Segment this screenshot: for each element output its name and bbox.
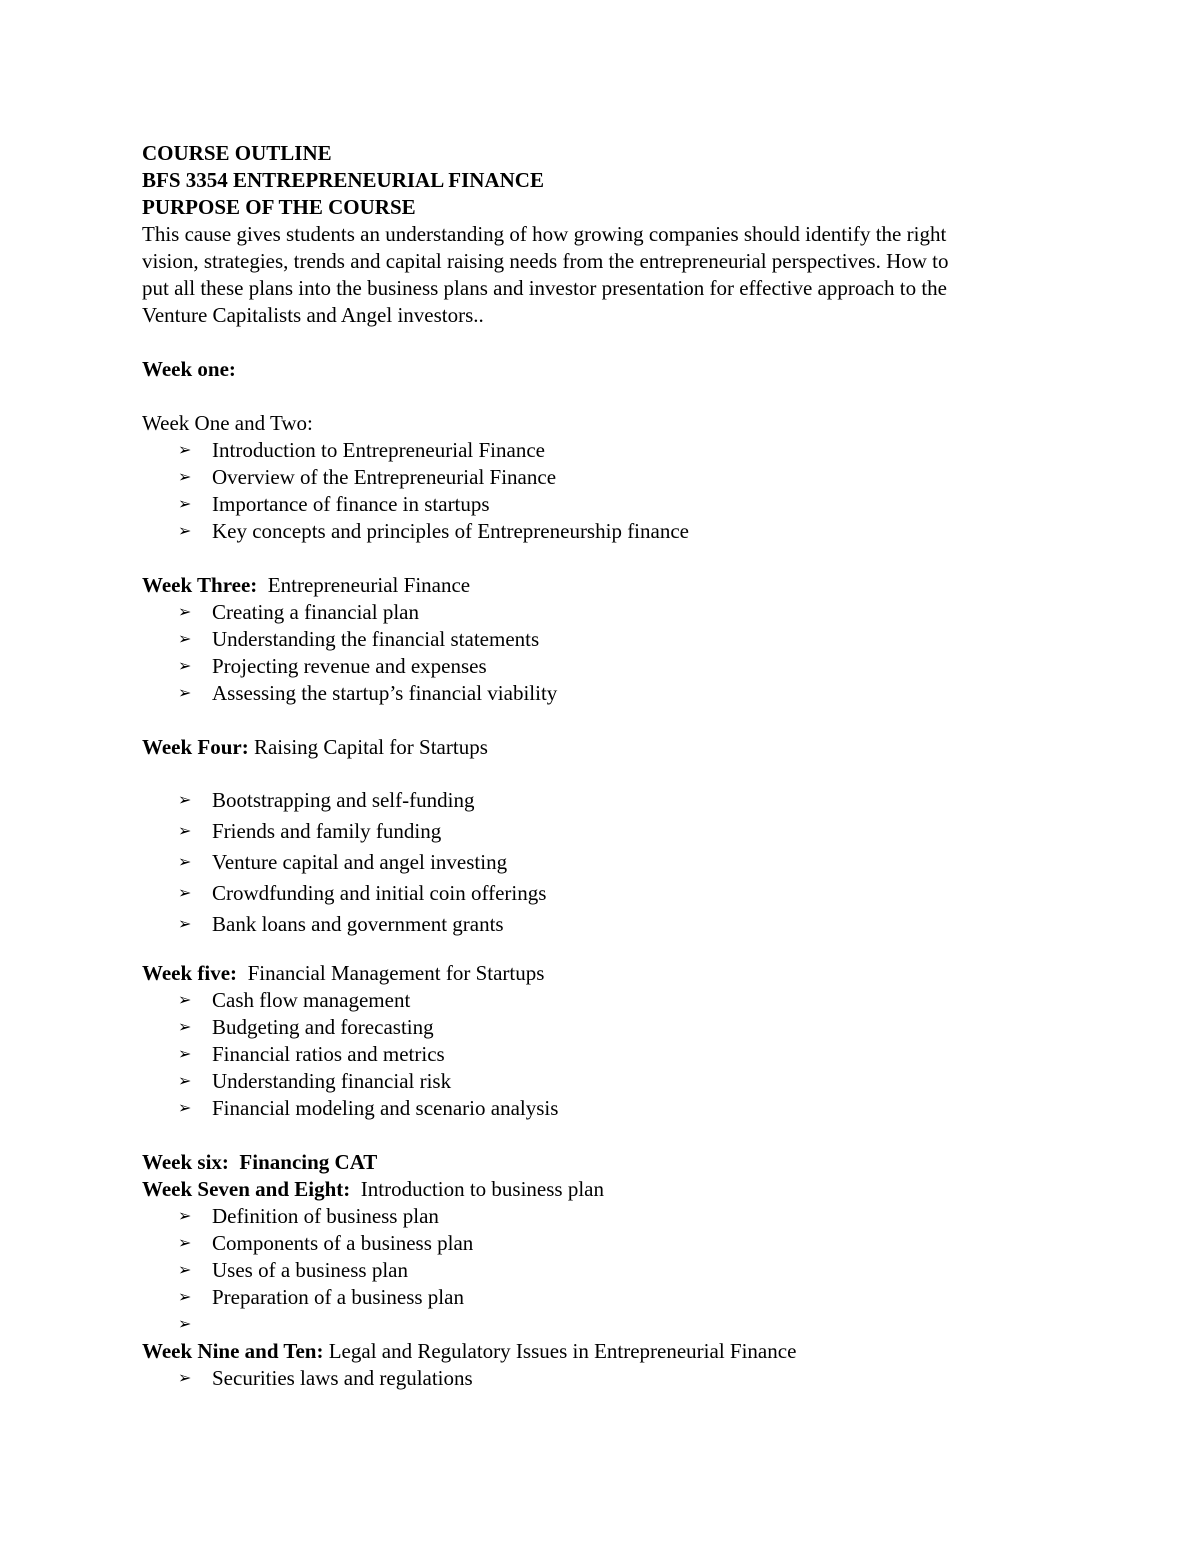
purpose-line: vision, strategies, trends and capital raising needs from the entrepreneurial perspectives. How to	[142, 249, 949, 273]
arrow-bullet-icon: ➢	[178, 1235, 192, 1252]
list-item: ➢ Introduction to Entrepreneurial Finance	[178, 438, 545, 462]
arrow-bullet-icon: ➢	[178, 823, 192, 840]
purpose-heading: PURPOSE OF THE COURSE	[142, 195, 416, 219]
week-one-two-heading: Week One and Two:	[142, 411, 313, 435]
list-item: ➢ Venture capital and angel investing	[142, 847, 1062, 878]
week-four-list	[142, 785, 1062, 940]
purpose-line: put all these plans into the business plans and investor presentation for effective approach to the	[142, 276, 947, 300]
arrow-bullet-icon: ➢	[178, 1208, 192, 1225]
list-item: ➢ Creating a financial plan	[178, 600, 419, 624]
list-item: ➢ Budgeting and forecasting	[178, 1015, 434, 1039]
list-item: ➢ Projecting revenue and expenses	[178, 654, 487, 678]
purpose-paragraph	[142, 221, 1062, 329]
list-item: ➢ Importance of finance in startups	[178, 492, 490, 516]
week-five-heading: Week five: Financial Management for Startups	[142, 961, 545, 985]
arrow-bullet-icon: ➢	[178, 992, 192, 1009]
list-item: ➢ Overview of the Entrepreneurial Finance	[178, 465, 557, 489]
list-item: ➢ Financial ratios and metrics	[178, 1042, 445, 1066]
week-seven-eight-heading: Week Seven and Eight: Introduction to business plan	[142, 1177, 605, 1201]
arrow-bullet-icon: ➢	[178, 885, 192, 902]
week-one-two-list	[142, 437, 1062, 545]
list-item: ➢ Securities laws and regulations	[178, 1366, 473, 1390]
arrow-bullet-icon: ➢	[178, 854, 192, 871]
arrow-bullet-icon: ➢	[178, 1289, 192, 1306]
arrow-bullet-icon: ➢	[178, 523, 192, 540]
arrow-bullet-icon: ➢	[178, 631, 192, 648]
doc-title: COURSE OUTLINE	[142, 141, 332, 165]
list-item: ➢ Financial modeling and scenario analysis	[178, 1096, 559, 1120]
list-item: ➢ Components of a business plan	[178, 1231, 474, 1255]
list-item: ➢ Cash flow management	[178, 988, 411, 1012]
arrow-bullet-icon: ➢	[178, 604, 192, 621]
arrow-bullet-icon: ➢	[178, 792, 192, 809]
week-nine-ten-heading: Week Nine and Ten: Legal and Regulatory Issues in Entrepreneurial Finance	[142, 1339, 797, 1363]
arrow-bullet-icon: ➢	[178, 1073, 192, 1090]
arrow-bullet-icon: ➢	[178, 442, 192, 459]
arrow-bullet-icon: ➢	[178, 685, 192, 702]
list-item: ➢ Understanding financial risk	[178, 1069, 452, 1093]
list-item: ➢ Key concepts and principles of Entrepreneurship finance	[178, 519, 689, 543]
course-title: BFS 3354 ENTREPRENEURIAL FINANCE	[142, 168, 544, 192]
list-item: ➢ Friends and family funding	[142, 816, 1062, 847]
list-item: ➢ Definition of business plan	[178, 1204, 439, 1228]
purpose-line: Venture Capitalists and Angel investors..	[142, 303, 484, 327]
week-one-label: Week one:	[142, 357, 236, 381]
arrow-bullet-icon: ➢	[178, 469, 192, 486]
arrow-bullet-icon: ➢	[178, 1370, 192, 1387]
list-item: ➢ Crowdfunding and initial coin offerings	[142, 878, 1062, 909]
list-item: ➢ Bank loans and government grants	[142, 909, 1062, 940]
arrow-bullet-icon: ➢	[178, 658, 192, 675]
week-nine-ten-list	[142, 1365, 1062, 1392]
week-six-heading: Week six: Financing CAT	[142, 1150, 378, 1174]
arrow-bullet-icon: ➢	[178, 1046, 192, 1063]
list-item: ➢ Bootstrapping and self-funding	[142, 785, 1062, 816]
list-item	[142, 1311, 1062, 1338]
document-page	[142, 140, 1062, 1392]
arrow-bullet-icon: ➢	[178, 916, 192, 933]
week-three-list	[142, 599, 1062, 707]
list-item: ➢ Assessing the startup’s financial viability	[178, 681, 558, 705]
purpose-line: This cause gives students an understanding of how growing companies should identify the right	[142, 222, 947, 246]
list-item: ➢ Understanding the financial statements	[178, 627, 540, 651]
list-item: ➢ Preparation of a business plan	[178, 1285, 464, 1309]
list-item: ➢ Uses of a business plan	[178, 1258, 408, 1282]
week-five-list	[142, 987, 1062, 1122]
week-four-heading: Week Four: Raising Capital for Startups	[142, 735, 488, 759]
arrow-bullet-icon: ➢	[178, 1100, 192, 1117]
arrow-bullet-icon: ➢	[178, 496, 192, 513]
week-three-heading: Week Three: Entrepreneurial Finance	[142, 573, 471, 597]
arrow-bullet-icon: ➢	[178, 1019, 192, 1036]
arrow-bullet-icon: ➢	[178, 1316, 192, 1333]
arrow-bullet-icon: ➢	[178, 1262, 192, 1279]
week-seven-eight-list	[142, 1203, 1062, 1338]
